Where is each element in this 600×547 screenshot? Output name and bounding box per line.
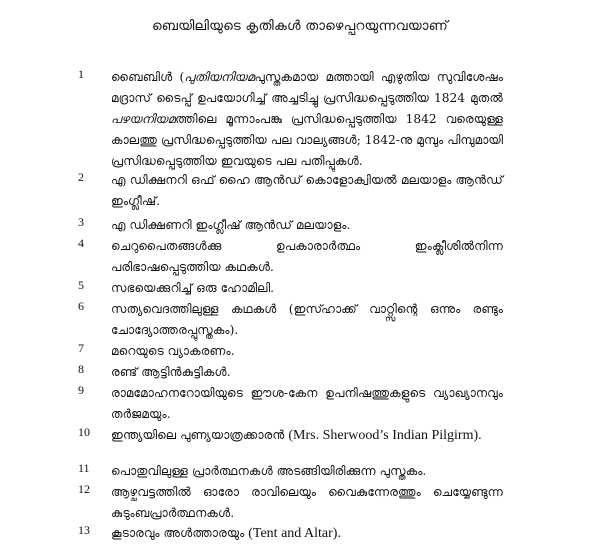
item-text-segment: ആഴ്ചവട്ടത്തിൽ ഓരോ രാവിലെയും വൈകുന്നേരത്തും ചെയ്യേണ്ടുന്ന കുടുംബപ്രാർത്ഥനകൾ. xyxy=(111,485,503,520)
item-text xyxy=(111,170,503,212)
item-text-segment: എ ഡിക്ഷനറി ഒഫ് ഹൈ ആൻഡ് കൊളോക്വിയൽ മലയാളം ആൻഡ് ഇംഗ്ലീഷ്. xyxy=(111,173,503,208)
item-text-segment: ഇന്ത്യയിലെ പുണ്യയാത്രക്കാരൻ xyxy=(111,428,289,442)
item-number: 1 xyxy=(78,67,84,81)
item-number: 4 xyxy=(78,236,84,250)
item-text xyxy=(111,482,503,524)
item-text-segment: രണ്ട് ആട്ടിൻകുട്ടികൾ. xyxy=(111,365,231,379)
item-text xyxy=(111,461,503,482)
item-text-segment: ചെറുപൈതങ്ങൾക്കു ഉപകാരാർത്ഥം ഇംക്ലീശിൽനിന്ന പരിഭാഷപ്പെടുത്തിയ കഥകൾ. xyxy=(111,239,503,274)
item-number: 3 xyxy=(78,215,84,229)
item-text-italic: പഴയനിയമ xyxy=(111,112,176,126)
page-title: ബെയിലിയുടെ കൃതികൾ താഴെപ്പറയുന്നവയാണ് xyxy=(152,18,448,34)
item-number: 10 xyxy=(78,425,90,439)
item-text-segment: ത്തിലെ മൂന്നാംപങ്കു പ്രസിദ്ധപ്പെടുത്തിയ 1842 വരെയുള്ള കാലത്തു പ്രസിദ്ധപ്പെടുത്തിയ പല വാല്യങ്ങൾ; 1842-നു മുമ്പും പിമ്പുമായി പ്രസിദ്ധപ്പെടുത്തിയ ഇവയുടെ പല പതിപ്പുകൾ. xyxy=(111,112,503,168)
item-text xyxy=(111,425,503,446)
item-text-english: (Tent and Altar). xyxy=(248,526,341,541)
item-number: 11 xyxy=(78,461,90,475)
item-text xyxy=(111,383,503,425)
item-text xyxy=(111,236,503,278)
item-number: 5 xyxy=(78,278,84,292)
item-text-segment: സഭയെക്കുറിച്ച് ഒരു ഹോമിലി. xyxy=(111,281,275,295)
item-number: 2 xyxy=(78,170,84,184)
item-number: 9 xyxy=(78,383,84,397)
item-text-segment: കൂടാരവും അൾത്താരയും xyxy=(111,526,249,540)
item-text-italic: പുതിയനിയമ xyxy=(184,70,255,84)
item-number: 13 xyxy=(78,523,90,537)
item-text xyxy=(111,299,503,341)
item-number: 7 xyxy=(78,341,84,355)
item-text xyxy=(111,215,503,236)
item-number: 6 xyxy=(78,299,84,313)
item-text xyxy=(111,278,503,299)
item-text-segment: പൊതുവിലുള്ള പ്രാർത്ഥനകൾ അടങ്ങിയിരിക്കുന്ന പുസ്തകം. xyxy=(111,464,427,478)
item-text-english: (Mrs. Sherwood’s Indian Pilgirm). xyxy=(288,428,482,443)
item-text-segment: രാമമോഹനറോയിയുടെ ഈശ-കേന ഉപനിഷത്തുകളുടെ വ്യാഖ്യാനവും തർജമയും. xyxy=(111,386,503,421)
item-text-segment: ബൈബിൾ ( xyxy=(111,70,185,84)
item-text xyxy=(111,67,503,172)
item-text xyxy=(111,523,503,544)
item-text-segment: മറെയുടെ വ്യാകരണം. xyxy=(111,344,235,358)
item-number: 12 xyxy=(78,482,90,496)
item-text-segment: പുസ്തകമായ മത്തായി എഴുതിയ സുവിശേഷം മദ്രാസ് ടൈപ്പ് ഉപയോഗിച്ച് അച്ചടിച്ചു പ്രസിദ്ധപ്പെടുത്തിയ 1824 മുതൽ xyxy=(111,70,503,105)
item-text xyxy=(111,341,503,362)
item-text xyxy=(111,362,503,383)
item-number: 8 xyxy=(78,362,84,376)
item-text-segment: എ ഡിക്ഷണറി ഇംഗ്ലീഷ് ആൻഡ് മലയാളം. xyxy=(111,218,351,232)
item-text-segment: സത്യവെദത്തിലുള്ള കഥകൾ (ഇസ്ഹാക്ക് വാറ്റ്സിന്റെ ഒന്നും രണ്ടും ചോദ്യോത്തരപ്പുസ്തകം). xyxy=(111,302,503,337)
